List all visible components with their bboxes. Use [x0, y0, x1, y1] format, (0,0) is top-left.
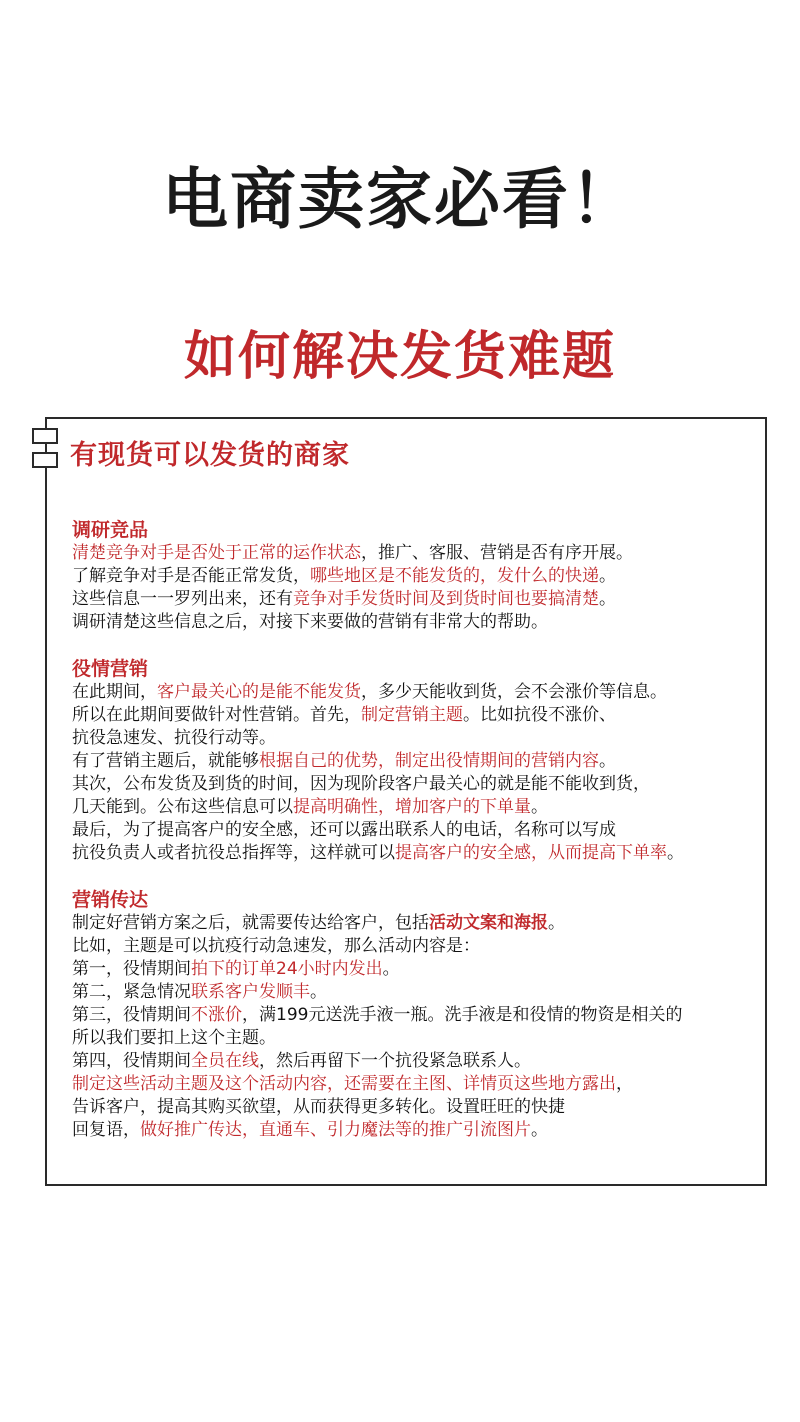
section-epidemic-marketing — [72, 657, 762, 865]
body-text: 最后，为了提高客户的安全感，还可以露出联系人的电话，名称可以写成 — [72, 820, 616, 840]
text-line — [72, 1050, 762, 1073]
text-line — [72, 1119, 762, 1142]
highlighted-text: 清楚竞争对手是否处于正常的运作状态 — [72, 543, 361, 563]
body-text: 抗役负责人或者抗役总指挥等，这样就可以 — [72, 843, 395, 863]
section-body — [72, 912, 762, 1142]
box-heading: 有现货可以发货的商家 — [70, 440, 350, 471]
highlighted-text: 哪些地区是不能发货的，发什么的快递 — [310, 566, 599, 586]
body-text: ， — [616, 1074, 633, 1094]
body-text: 第三，役情期间 — [72, 1005, 191, 1025]
highlighted-text: 竞争对手发货时间及到货时间也要搞清楚 — [293, 589, 599, 609]
text-line — [72, 681, 762, 704]
text-line — [72, 750, 762, 773]
box-tab-top — [32, 428, 58, 444]
highlighted-text: 联系客户发顺丰 — [191, 982, 310, 1002]
text-line — [72, 1096, 762, 1119]
highlighted-text: 根据自己的优势，制定出役情期间的营销内容 — [259, 751, 599, 771]
highlighted-text: 拍下的订单24小时内发出 — [191, 959, 383, 979]
text-line — [72, 727, 762, 750]
body-text: 所以我们要扣上这个主题。 — [72, 1028, 276, 1048]
body-text: 告诉客户，提高其购买欲望，从而获得更多转化。设置旺旺的快捷 — [72, 1097, 565, 1117]
body-text: 有了营销主题后，就能够 — [72, 751, 259, 771]
text-line — [72, 565, 762, 588]
text-line — [72, 1027, 762, 1050]
highlighted-text: 提高明确性，增加客户的下单量 — [293, 797, 531, 817]
body-text: ，满199元送洗手液一瓶。洗手液是和役情的物资是相关的 — [242, 1005, 683, 1025]
highlighted-text: 制定这些活动主题及这个活动内容，还需要在主图、详情页这些地方露出 — [72, 1074, 616, 1094]
body-text: 在此期间， — [72, 682, 157, 702]
text-line — [72, 1073, 762, 1096]
page-title: 电商卖家必看！ — [162, 161, 638, 238]
text-line — [72, 912, 762, 935]
section-research — [72, 518, 762, 634]
text-line — [72, 704, 762, 727]
body-text: ，多少天能收到货，会不会涨价等信息。 — [361, 682, 667, 702]
body-text: 所以在此期间要做针对性营销。首先， — [72, 705, 361, 725]
page-subtitle: 如何解决发货难题 — [183, 327, 616, 387]
highlighted-text: 不涨价 — [191, 1005, 242, 1025]
body-text: 制定好营销方案之后，就需要传达给客户，包括 — [72, 913, 429, 933]
body-text: 抗役急速发、抗役行动等。 — [72, 728, 276, 748]
text-line — [72, 796, 762, 819]
body-text: ，推广、客服、营销是否有序开展。 — [361, 543, 633, 563]
text-line — [72, 588, 762, 611]
text-line — [72, 935, 762, 958]
section-marketing-delivery — [72, 888, 762, 1142]
body-text: 第一，役情期间 — [72, 959, 191, 979]
highlighted-text: 活动文案和海报 — [429, 913, 548, 933]
body-text: 回复语， — [72, 1120, 140, 1140]
box-tab-bottom — [32, 452, 58, 468]
text-line — [72, 1004, 762, 1027]
body-text: 。 — [548, 913, 565, 933]
text-line — [72, 842, 762, 865]
body-text: 。 — [531, 797, 548, 817]
body-text: 。 — [599, 751, 616, 771]
body-text: 。 — [599, 589, 616, 609]
body-text: 。 — [310, 982, 327, 1002]
text-line — [72, 981, 762, 1004]
body-text: 。比如抗役不涨价、 — [463, 705, 616, 725]
body-text: 。 — [531, 1120, 548, 1140]
highlighted-text: 制定营销主题 — [361, 705, 463, 725]
section-title: 营销传达 — [72, 889, 149, 911]
text-line — [72, 958, 762, 981]
body-text: 第二，紧急情况 — [72, 982, 191, 1002]
body-text: 这些信息一一罗列出来，还有 — [72, 589, 293, 609]
highlighted-text: 客户最关心的是能不能发货 — [157, 682, 361, 702]
body-text: 第四，役情期间 — [72, 1051, 191, 1071]
body-text: 其次，公布发货及到货的时间，因为现阶段客户最关心的就是能不能收到货， — [72, 774, 650, 794]
section-body — [72, 681, 762, 865]
body-text: ，然后再留下一个抗役紧急联系人。 — [259, 1051, 531, 1071]
highlighted-text: 全员在线 — [191, 1051, 259, 1071]
section-title: 调研竞品 — [72, 519, 149, 541]
text-line — [72, 542, 762, 565]
body-text: 。 — [599, 566, 616, 586]
text-line — [72, 773, 762, 796]
body-text: 调研清楚这些信息之后，对接下来要做的营销有非常大的帮助。 — [72, 612, 548, 632]
text-line — [72, 819, 762, 842]
section-body — [72, 542, 762, 634]
highlighted-text: 提高客户的安全感，从而提高下单率 — [395, 843, 667, 863]
body-text: 了解竞争对手是否能正常发货， — [72, 566, 310, 586]
text-line — [72, 611, 762, 634]
highlighted-text: 做好推广传达，直通车、引力魔法等的推广引流图片 — [140, 1120, 531, 1140]
body-text: 。 — [667, 843, 684, 863]
body-text: 。 — [382, 959, 400, 979]
body-text: 几天能到。公布这些信息可以 — [72, 797, 293, 817]
body-text: 比如，主题是可以抗疫行动急速发，那么活动内容是： — [72, 936, 480, 956]
section-title: 役情营销 — [72, 658, 149, 680]
